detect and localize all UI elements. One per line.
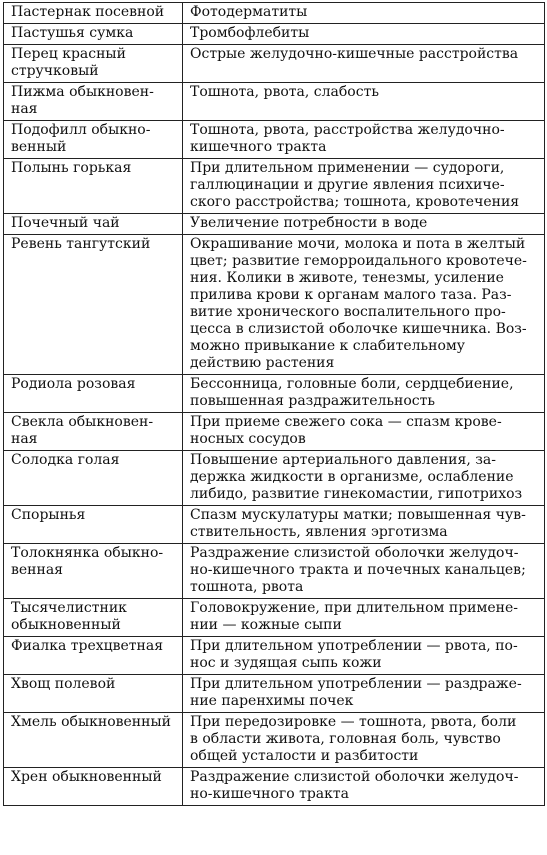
plant-name-cell: Хрен обыкновенный bbox=[4, 768, 183, 806]
side-effect-cell: Бессонница, головные боли, сердцебиение, повышенная раздражительность bbox=[183, 375, 545, 413]
side-effect-cell: При длительном употреблении — рвота, по- нос и зудящая сыпь кожи bbox=[183, 637, 545, 675]
side-effect-cell: Раздражение слизистой оболочки желудоч- но-кишечного тракта и почечных канальцев; тошнота, рвота bbox=[183, 544, 545, 599]
side-effect-cell: Спазм мускулатуры матки; повышенная чув- ствительность, явления эрготизма bbox=[183, 506, 545, 544]
table-row bbox=[4, 637, 545, 675]
table-row bbox=[4, 768, 545, 806]
table-row bbox=[4, 3, 545, 24]
table-row bbox=[4, 45, 545, 83]
plant-name-cell: Ревень тангутский bbox=[4, 235, 183, 375]
side-effect-cell: Увеличение потребности в воде bbox=[183, 214, 545, 235]
table-row bbox=[4, 159, 545, 214]
plant-name-cell: Подофилл обыкно- венный bbox=[4, 121, 183, 159]
plant-name-cell: Перец красный стручковый bbox=[4, 45, 183, 83]
plant-name-cell: Полынь горькая bbox=[4, 159, 183, 214]
table-row bbox=[4, 375, 545, 413]
plant-name-cell: Пастернак посевной bbox=[4, 3, 183, 24]
side-effect-cell: Тошнота, рвота, расстройства желудочно- кишечного тракта bbox=[183, 121, 545, 159]
table-row bbox=[4, 599, 545, 637]
table-row bbox=[4, 413, 545, 451]
side-effects-table bbox=[3, 2, 545, 806]
plant-name-cell: Пастушья сумка bbox=[4, 24, 183, 45]
plant-name-cell: Фиалка трехцветная bbox=[4, 637, 183, 675]
side-effect-cell: Раздражение слизистой оболочки желудоч- но-кишечного тракта bbox=[183, 768, 545, 806]
side-effect-cell: При длительном применении — судороги, галлюцинации и другие явления психиче- ского расстройства; тошнота, кровотечения bbox=[183, 159, 545, 214]
plant-name-cell: Пижма обыкновен- ная bbox=[4, 83, 183, 121]
plant-name-cell: Почечный чай bbox=[4, 214, 183, 235]
side-effect-cell: Тромбофлебиты bbox=[183, 24, 545, 45]
side-effect-cell: При длительном употреблении — раздраже- ние паренхимы почек bbox=[183, 675, 545, 713]
side-effect-cell: Головокружение, при длительном примене- нии — кожные сыпи bbox=[183, 599, 545, 637]
table-row bbox=[4, 83, 545, 121]
table-row bbox=[4, 24, 545, 45]
plant-name-cell: Тысячелистник обыкновенный bbox=[4, 599, 183, 637]
side-effect-cell: Повышение артериального давления, за- держка жидкости в организме, ослабление либидо, развитие гинекомастии, гипотрихоз bbox=[183, 451, 545, 506]
plant-name-cell: Свекла обыкновен- ная bbox=[4, 413, 183, 451]
table-row bbox=[4, 235, 545, 375]
table-row bbox=[4, 675, 545, 713]
plant-name-cell: Толокнянка обыкно- венная bbox=[4, 544, 183, 599]
table-row bbox=[4, 451, 545, 506]
document-page bbox=[3, 2, 544, 806]
table-body bbox=[4, 3, 545, 806]
side-effect-cell: При передозировке — тошнота, рвота, боли в области живота, головная боль, чувство общей усталости и разбитости bbox=[183, 713, 545, 768]
table-row bbox=[4, 121, 545, 159]
plant-name-cell: Хмель обыкновенный bbox=[4, 713, 183, 768]
side-effect-cell: Тошнота, рвота, слабость bbox=[183, 83, 545, 121]
table-row bbox=[4, 506, 545, 544]
table-row bbox=[4, 214, 545, 235]
plant-name-cell: Солодка голая bbox=[4, 451, 183, 506]
side-effect-cell: При приеме свежего сока — спазм крове- носных сосудов bbox=[183, 413, 545, 451]
plant-name-cell: Спорынья bbox=[4, 506, 183, 544]
table-row bbox=[4, 544, 545, 599]
side-effect-cell: Окрашивание мочи, молока и пота в желтый цвет; развитие геморроидального кровотече- ния. Колики в животе, тенезмы, усиление прилива крови к органам малого таза. Раз- витие хронического воспалительного про- цесса в слизистой оболочке кишечника. Воз- можно привыкание к слабительному действию растения bbox=[183, 235, 545, 375]
plant-name-cell: Хвощ полевой bbox=[4, 675, 183, 713]
side-effect-cell: Фотодерматиты bbox=[183, 3, 545, 24]
table-row bbox=[4, 713, 545, 768]
side-effect-cell: Острые желудочно-кишечные расстройства bbox=[183, 45, 545, 83]
plant-name-cell: Родиола розовая bbox=[4, 375, 183, 413]
